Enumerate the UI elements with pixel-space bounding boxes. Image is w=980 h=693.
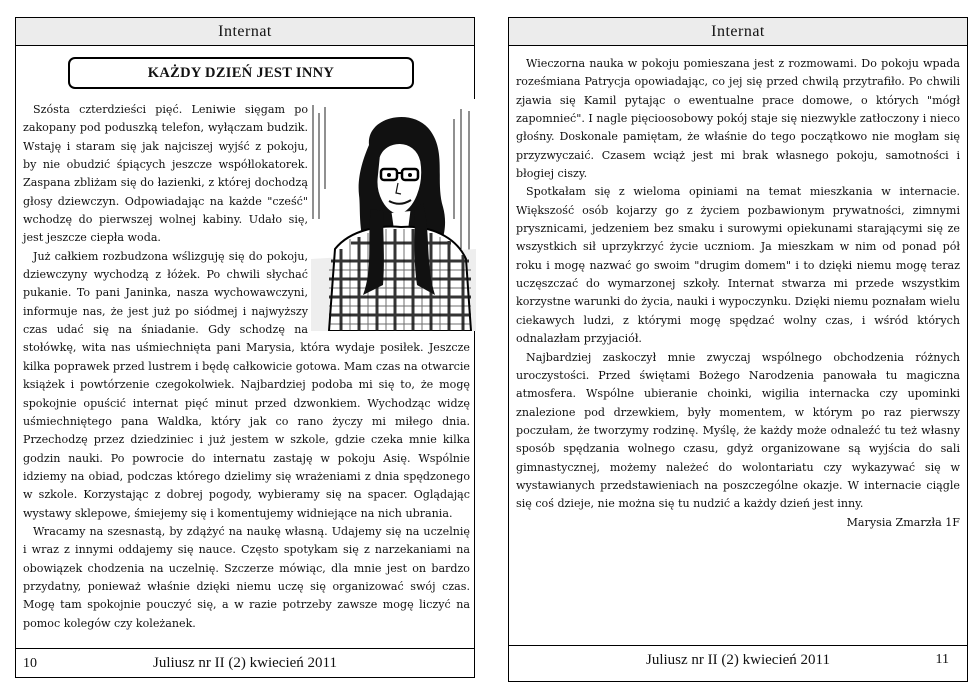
paragraph: Szósta czterdzieści pięć. Leniwie sięgam po zakopany pod poduszką telefon, wyłączam budzik. Wstaję i staram się jak najciszej wyjść z pokoju, by nie obudzić śpiących jeszcze współlokatorek. Zaspana zbliżam się do łazienki, z której dochodzą głosy dziewczyn. Odpowiadając na każde "cześć" wchodzę do pierwszej wolnej kabiny. Udało się, jest jeszcze ciepła woda. xyxy=(23,103,308,245)
left-page xyxy=(15,17,475,678)
paragraph: Spotkałam się z wieloma opiniami na temat mieszkania w internacie. Większość osób kojarzy go z życiem pozbawionym prywatności, zimnymi prysznicami, jedzeniem bez smaku i surowymi opiekunami starającymi się ze wszystkich sił uprzykrzyć życie uczniom. Ja mieszkam w nim od ponad pół roku i mogę nazwać go swoim "drugim domem" i to dzięki niemu mogę teraz uczęszczać do wymarzonej szkoły. Internat stwarza mi przede wszystkim korzystne warunki do życia, nauki i wypoczynku. Dzięki niemu poznałam wielu ciekawych ludzi, z którymi mogę spędzać wolny czas, i wśród których odnalazłam przyjaciół. xyxy=(516,185,960,346)
article-body xyxy=(23,101,470,633)
article-title: KAŻDY DZIEŃ JEST INNY xyxy=(68,57,414,89)
section-header: Internat xyxy=(16,18,474,46)
issue-footer: Juliusz nr II (2) kwiecień 2011 xyxy=(153,655,337,671)
paragraph: Wracamy na szesnastą, by zdążyć na naukę własną. Udajemy się na uczelnię i wraz z innymi oddajemy się nauce. Często spotykam się z narzekaniami na obowiązek chodzenia na uczelnię. Szczerze mówiąc, dla mnie jest on bardzo przydatny, ponieważ właśnie dzięki niemu uczę się organizować swój czas. Mogę tam spokojnie pouczyć się, a w razie potrzeby zawsze mogę liczyć na pomoc kolegów czy koleżanek. xyxy=(23,524,470,630)
page-number: 11 xyxy=(935,652,949,667)
footer-divider xyxy=(16,648,474,649)
article-body xyxy=(516,55,960,532)
paragraph: Najbardziej zaskoczył mnie zwyczaj wspólnego obchodzenia różnych uroczystości. Przed świętami Bożego Narodzenia panowała tu magiczna atmosfera. Wspólne ubieranie choinki, wigilia internacka czy upominki znalezione pod drzewkiem, były momentem, w którym po raz pierwszy poczułam, że tworzymy rodzinę. Myślę, że każdy może odnaleźć tu też własny sposób spędzania wolnego czasu, gdyż organizowane są wyjścia do sali gimnastycznej, możemy należeć do wolontariatu czy wykazywać się w wystawianych przedstawieniach na poszczególne okazje. W internacie ciągle się coś dzieje, nie można się tu nudzić a każdy dzień jest inny. xyxy=(516,350,960,511)
paragraph: Wieczorna nauka w pokoju pomieszana jest z rozmowami. Do pokoju wpada roześmiana Patrycja opowiadając, co jej się przed chwilą przytrafiło. Po chwili zjawia się Kamil pytając o ewentualne prace domowe, o których "mógł zapomnieć". I nagle pięcioosobowy pokój staje się niezwykle zatłoczony i nieco głośny. Doskonale pamiętam, że właśnie do tego początkowo nie mogłam się przyzwyczaić. Czasem wciąż jest mi brak własnego pokoju, samotności i błogiej ciszy. xyxy=(516,57,960,181)
author-signature: Marysia Zmarzła 1F xyxy=(846,515,960,529)
right-page xyxy=(508,17,968,682)
footer-divider xyxy=(509,645,967,646)
paragraph: Już całkiem rozbudzona wślizguję się do pokoju, dziewczyny wychodzą z łóżek. Po chwili słychać pukanie. To pani Janinka, nasza wychowawczyni, informuje nas, że jest już po siódmej i najwyższy czas udać się na śniadanie. Gdy schodzę na stołówkę, wita nas uśmiechnięta pani Marysia, która wydaje posiłek. Jeszcze kilka poprawek przed lustrem i będę całkowicie gotowa. Mam czas na otwarcie książek i powtórzenie czegokolwiek. Najbardziej podoba mi się to, że mogę spokojnie opuścić internat pięć minut przed dzwonkiem. Wychodząc widzę uśmiechniętego pana Waldka, który jak co rano życzy mi miłego dnia. Przechodzę przez dziedziniec i już jestem w szkole, gdzie czeka mnie kilka godzin nauki. Po powrocie do internatu zastaję w pokoju Asię. Wspólnie idziemy na obiad, podczas którego dzielimy się wrażeniami z dnia spędzonego w szkole. Korzystając z dobrej pogody, wybieramy się na spacer. Oglądając wystawy sklepowe, śmiejemy się i komentujemy widniejące na nich ubrania. xyxy=(23,249,470,520)
author-photo xyxy=(311,99,476,331)
section-header: Internat xyxy=(509,18,967,46)
issue-footer: Juliusz nr II (2) kwiecień 2011 xyxy=(646,652,830,668)
page-number: 10 xyxy=(23,656,37,671)
